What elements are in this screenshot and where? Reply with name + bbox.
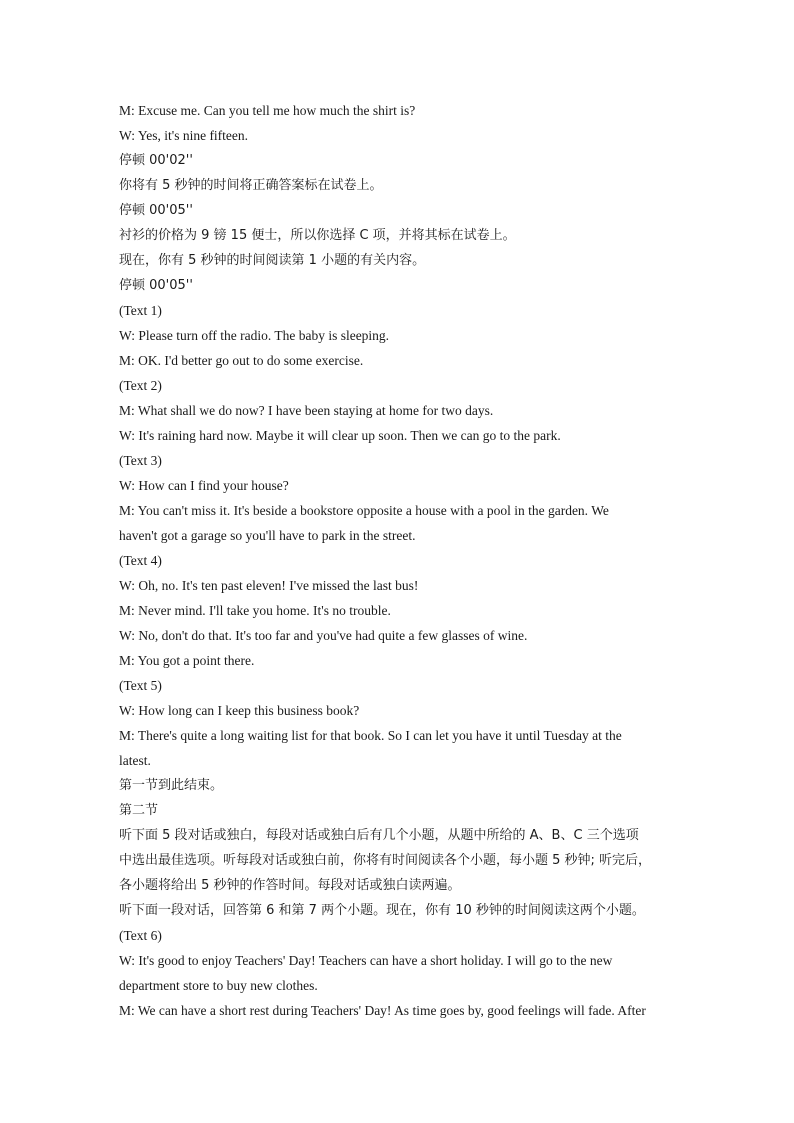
text-line: W: It's good to enjoy Teachers' Day! Teachers can have a short holiday. I will go to the new — [119, 953, 613, 968]
text-line: W: Oh, no. It's ten past eleven! I've missed the last bus! — [119, 578, 419, 593]
text-line: M: Never mind. I'll take you home. It's no trouble. — [119, 603, 391, 618]
text-line: latest. — [119, 753, 151, 768]
text-line: 停顿 00'05'' — [119, 203, 193, 218]
text-line: M: You can't miss it. It's beside a bookstore opposite a house with a pool in the garden. We — [119, 503, 609, 518]
text-line: 现在，你有 5 秒钟的时间阅读第 1 小题的有关内容。 — [119, 253, 426, 268]
text-line: 听下面一段对话，回答第 6 和第 7 两个小题。现在，你有 10 秒钟的时间阅读这两个小题。 — [119, 903, 645, 918]
text-line: 你将有 5 秒钟的时间将正确答案标在试卷上。 — [119, 178, 383, 193]
text-line: M: You got a point there. — [119, 653, 255, 668]
text-line: (Text 5) — [119, 678, 162, 693]
text-line: (Text 4) — [119, 553, 162, 568]
text-line: 中选出最佳选项。听每段对话或独白前，你将有时间阅读各个小题，每小题 5 秒钟; 听完后， — [119, 853, 652, 868]
text-line: 停顿 00'05'' — [119, 278, 193, 293]
text-line: 第二节 — [119, 803, 159, 818]
text-line: (Text 1) — [119, 303, 162, 318]
text-line: W: No, don't do that. It's too far and you've had quite a few glasses of wine. — [119, 628, 528, 643]
text-line: M: We can have a short rest during Teachers' Day! As time goes by, good feelings will fade. After — [119, 1003, 646, 1018]
text-line: W: How long can I keep this business book? — [119, 703, 360, 718]
text-line: haven't got a garage so you'll have to park in the street. — [119, 528, 416, 543]
text-line: department store to buy new clothes. — [119, 978, 318, 993]
text-line: (Text 6) — [119, 928, 162, 943]
text-line: W: How can I find your house? — [119, 478, 289, 493]
text-line: W: Please turn off the radio. The baby is sleeping. — [119, 328, 390, 343]
text-line: (Text 2) — [119, 378, 162, 393]
text-line: 衬衫的价格为 9 镑 15 便士，所以你选择 C 项，并将其标在试卷上。 — [119, 228, 516, 243]
text-line: W: Yes, it's nine fifteen. — [119, 128, 249, 143]
text-line: 第一节到此结束。 — [119, 778, 224, 793]
text-line: M: Excuse me. Can you tell me how much the shirt is? — [119, 103, 416, 118]
text-line: (Text 3) — [119, 453, 162, 468]
text-line: 停顿 00'02'' — [119, 153, 193, 168]
text-line: M: What shall we do now? I have been staying at home for two days. — [119, 403, 494, 418]
text-line: M: There's quite a long waiting list for that book. So I can let you have it until Tuesday at the — [119, 728, 622, 743]
text-line: 各小题将给出 5 秒钟的作答时间。每段对话或独白读两遍。 — [119, 878, 461, 893]
text-line: W: It's raining hard now. Maybe it will clear up soon. Then we can go to the park. — [119, 428, 561, 443]
text-line: M: OK. I'd better go out to do some exercise. — [119, 353, 364, 368]
text-line: 听下面 5 段对话或独白，每段对话或独白后有几个小题，从题中所给的 A、B、C 三个选项 — [119, 828, 639, 843]
document-body — [119, 98, 675, 1023]
